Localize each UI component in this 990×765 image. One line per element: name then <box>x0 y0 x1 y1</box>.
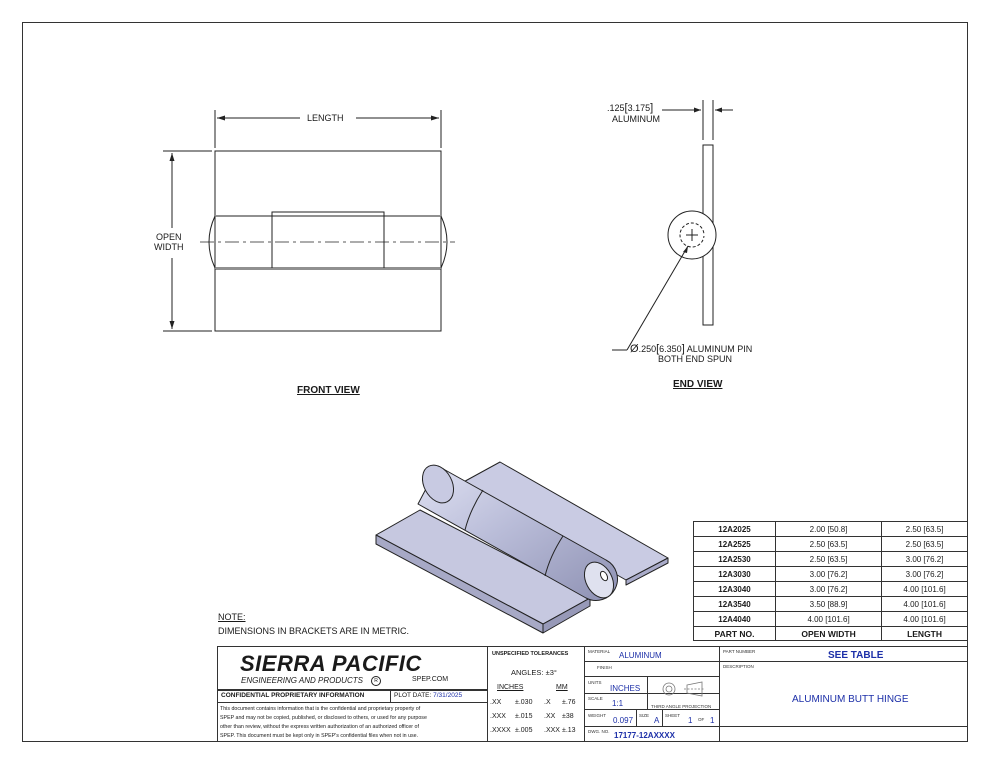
mm-header: MM <box>556 684 568 691</box>
plot-date-value: 7/31/2025 <box>433 692 463 699</box>
dwg-no-value: 17177-12AXXXX <box>614 731 675 740</box>
pin-dim-inches: .250 <box>638 344 657 354</box>
table-row <box>694 612 968 627</box>
tolerance-row <box>490 699 585 706</box>
confidential-text <box>220 705 427 741</box>
part-number-cell: 12A4040 <box>694 612 776 627</box>
diameter-symbol: Ø <box>630 343 639 355</box>
tol-format: .XX <box>544 713 556 720</box>
length-cell: 2.50 [63.5] <box>882 522 968 537</box>
divider <box>662 710 663 726</box>
tol-value: ±.030 <box>515 699 533 706</box>
parts-table <box>693 521 968 641</box>
company-website: SPEP.COM <box>412 676 449 683</box>
of-label: OF <box>698 717 705 722</box>
table-header-row <box>694 627 968 641</box>
confidential-line: other than review, without the express written authorization of an authorized officer of <box>220 724 419 730</box>
header-length: LENGTH <box>882 627 968 641</box>
confidential-line: SPEP and may not be copied, published, or disclosed to others, or used for any purpose <box>220 715 427 721</box>
length-cell: 2.50 [63.5] <box>882 537 968 552</box>
divider <box>390 690 391 703</box>
note-title: NOTE: <box>218 612 246 622</box>
plot-date-label: PLOT DATE: <box>394 692 432 699</box>
material-label: MATERIAL <box>588 649 611 654</box>
tol-format: .XX <box>490 699 502 706</box>
tol-value: ±38 <box>562 713 574 720</box>
tol-format: .XXX <box>544 727 560 734</box>
open-width-cell: 2.00 [50.8] <box>776 522 882 537</box>
pin-dimension: Ø.250[6.350] ALUMINUM PIN <box>630 343 753 355</box>
part-number-cell: 12A2525 <box>694 537 776 552</box>
scale-value: 1:1 <box>612 699 624 708</box>
open-width-cell: 2.50 [63.5] <box>776 552 882 567</box>
tol-format: .XXXX <box>490 727 511 734</box>
plot-date <box>394 692 462 699</box>
open-width-cell: 4.00 [101.6] <box>776 612 882 627</box>
length-cell: 4.00 [101.6] <box>882 582 968 597</box>
confidential-title: CONFIDENTIAL PROPRIETARY INFORMATION <box>221 692 365 699</box>
tol-value: ±.005 <box>515 727 533 734</box>
part-number-value: SEE TABLE <box>828 650 884 661</box>
description-value: ALUMINUM BUTT HINGE <box>792 694 909 705</box>
sheet-label: SHEET <box>665 713 681 718</box>
sheet-value: 1 <box>688 716 693 725</box>
front-view-label: FRONT VIEW <box>297 385 360 396</box>
thickness-inches: .125 <box>607 103 625 113</box>
length-dimension-label: LENGTH <box>307 113 344 123</box>
sheet-total-value: 1 <box>710 716 715 725</box>
open-width-label-line2: WIDTH <box>154 242 184 252</box>
divider <box>647 677 648 710</box>
table-row <box>694 582 968 597</box>
scale-label: SCALE <box>588 696 603 701</box>
angles-tolerance: ANGLES: ±3° <box>511 668 557 677</box>
company-subtitle: ENGINEERING AND PRODUCTS <box>241 676 363 685</box>
size-value: A <box>654 716 660 725</box>
pin-text: ALUMINUM PIN <box>686 344 753 354</box>
company-name: SIERRA PACIFIC <box>240 651 422 676</box>
part-number-cell: 12A3030 <box>694 567 776 582</box>
confidential-line: This document contains information that is the confidential and proprietary property of <box>220 706 421 712</box>
weight-value: 0.097 <box>613 716 634 725</box>
registered-mark-icon: R <box>371 676 381 686</box>
table-row <box>694 597 968 612</box>
inches-header: INCHES <box>497 684 524 691</box>
length-cell: 4.00 [101.6] <box>882 612 968 627</box>
open-width-cell: 3.00 [76.2] <box>776 582 882 597</box>
description-label: DESCRIPTION <box>723 664 754 669</box>
open-width-cell: 3.00 [76.2] <box>776 567 882 582</box>
tol-value: ±.015 <box>515 713 533 720</box>
end-view-label: END VIEW <box>673 379 723 390</box>
length-cell: 4.00 [101.6] <box>882 597 968 612</box>
length-cell: 3.00 [76.2] <box>882 567 968 582</box>
weight-label: WEIGHT <box>588 713 606 718</box>
header-open-width: OPEN WIDTH <box>776 627 882 641</box>
table-row <box>694 567 968 582</box>
projection-label: THIRD ANGLE PROJECTION <box>651 704 712 709</box>
part-number-cell: 12A2530 <box>694 552 776 567</box>
pin-text-2: BOTH END SPUN <box>658 354 733 364</box>
open-width-label-line1: OPEN <box>156 232 182 242</box>
part-number-label: PART NUMBER <box>723 649 756 654</box>
table-row <box>694 552 968 567</box>
finish-label: FINISH <box>597 665 612 670</box>
divider <box>720 726 968 727</box>
pin-dim-mm: 6.350 <box>659 344 682 354</box>
note-text: DIMENSIONS IN BRACKETS ARE IN METRIC. <box>218 626 410 636</box>
tol-value: ±.13 <box>562 727 576 734</box>
tol-value: ±.76 <box>562 699 576 706</box>
thickness-dimension: .125[3.175] <box>607 102 654 114</box>
divider <box>720 661 968 662</box>
divider <box>636 710 637 726</box>
tolerances-title: UNSPECIFIED TOLERANCES <box>492 651 569 657</box>
confidential-line: SPEP. This document must be kept only in SPEP's confidential files when not in use. <box>220 733 419 739</box>
table-row <box>694 537 968 552</box>
part-number-cell: 12A3040 <box>694 582 776 597</box>
tolerance-row <box>490 727 585 734</box>
table-row <box>694 522 968 537</box>
open-width-cell: 3.50 [88.9] <box>776 597 882 612</box>
units-label: UNITS <box>588 680 602 685</box>
dwg-no-label: DWG. NO. <box>588 729 610 734</box>
third-angle-projection-icon <box>650 679 716 699</box>
length-cell: 3.00 [76.2] <box>882 552 968 567</box>
tol-format: .XXX <box>490 713 506 720</box>
material-value: ALUMINUM <box>619 651 662 660</box>
units-value: INCHES <box>610 684 641 693</box>
header-part-no: PART NO. <box>694 627 776 641</box>
tolerance-row <box>490 713 585 720</box>
size-label: SIZE <box>639 713 650 718</box>
thickness-material: ALUMINUM <box>612 114 661 124</box>
part-number-cell: 12A3540 <box>694 597 776 612</box>
tol-format: .X <box>544 699 551 706</box>
thickness-mm: 3.175 <box>627 103 651 113</box>
open-width-cell: 2.50 [63.5] <box>776 537 882 552</box>
part-number-cell: 12A2025 <box>694 522 776 537</box>
